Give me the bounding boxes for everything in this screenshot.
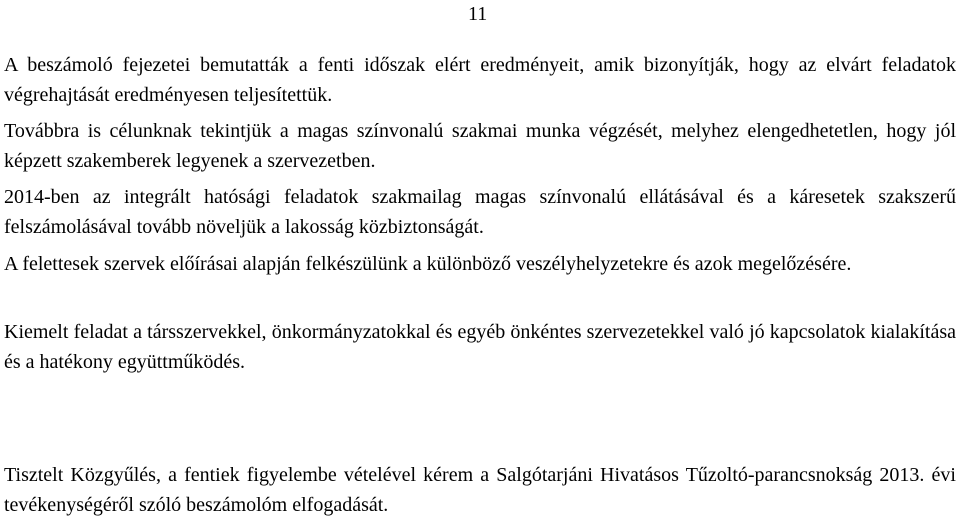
paragraph-preparedness: A felettesek szervek előírásai alapján felkészülünk a különböző veszélyhelyzetekre és azok megelőzésére.: [4, 253, 852, 275]
paragraph-closing-request: Tisztelt Közgyűlés, a fentiek figyelembe vételével kérem a Salgótarjáni Hivatásos Tűzoltó-parancsnokság 2013. évi tevékenységéről szóló beszámolóm elfogadását.: [4, 464, 956, 516]
paragraph-goals: Továbbra is célunknak tekintjük a magas színvonalú szakmai munka végzését, melyhez elengedhetetlen, hogy jól képzett szakemberek legyenek a szervezetben.: [4, 120, 956, 172]
paragraph-2014-plans: 2014-ben az integrált hatósági feladatok szakmailag magas színvonalú ellátásával és a káresetek szakszerű felszámolásával tovább növeljük a lakosság közbiztonságát.: [4, 186, 956, 238]
paragraph-cooperation: Kiemelt feladat a társszervekkel, önkormányzatokkal és egyéb önkéntes szervezetekkel való jó kapcsolatok kialakítása és a hatékony együttműködés.: [4, 321, 956, 373]
page-number: 11: [468, 3, 488, 25]
paragraph-results: A beszámoló fejezetei bemutatták a fenti időszak elért eredményeit, amik bizonyítják, hogy az elvárt feladatok végrehajtását eredményesen teljesítettük.: [4, 54, 956, 106]
